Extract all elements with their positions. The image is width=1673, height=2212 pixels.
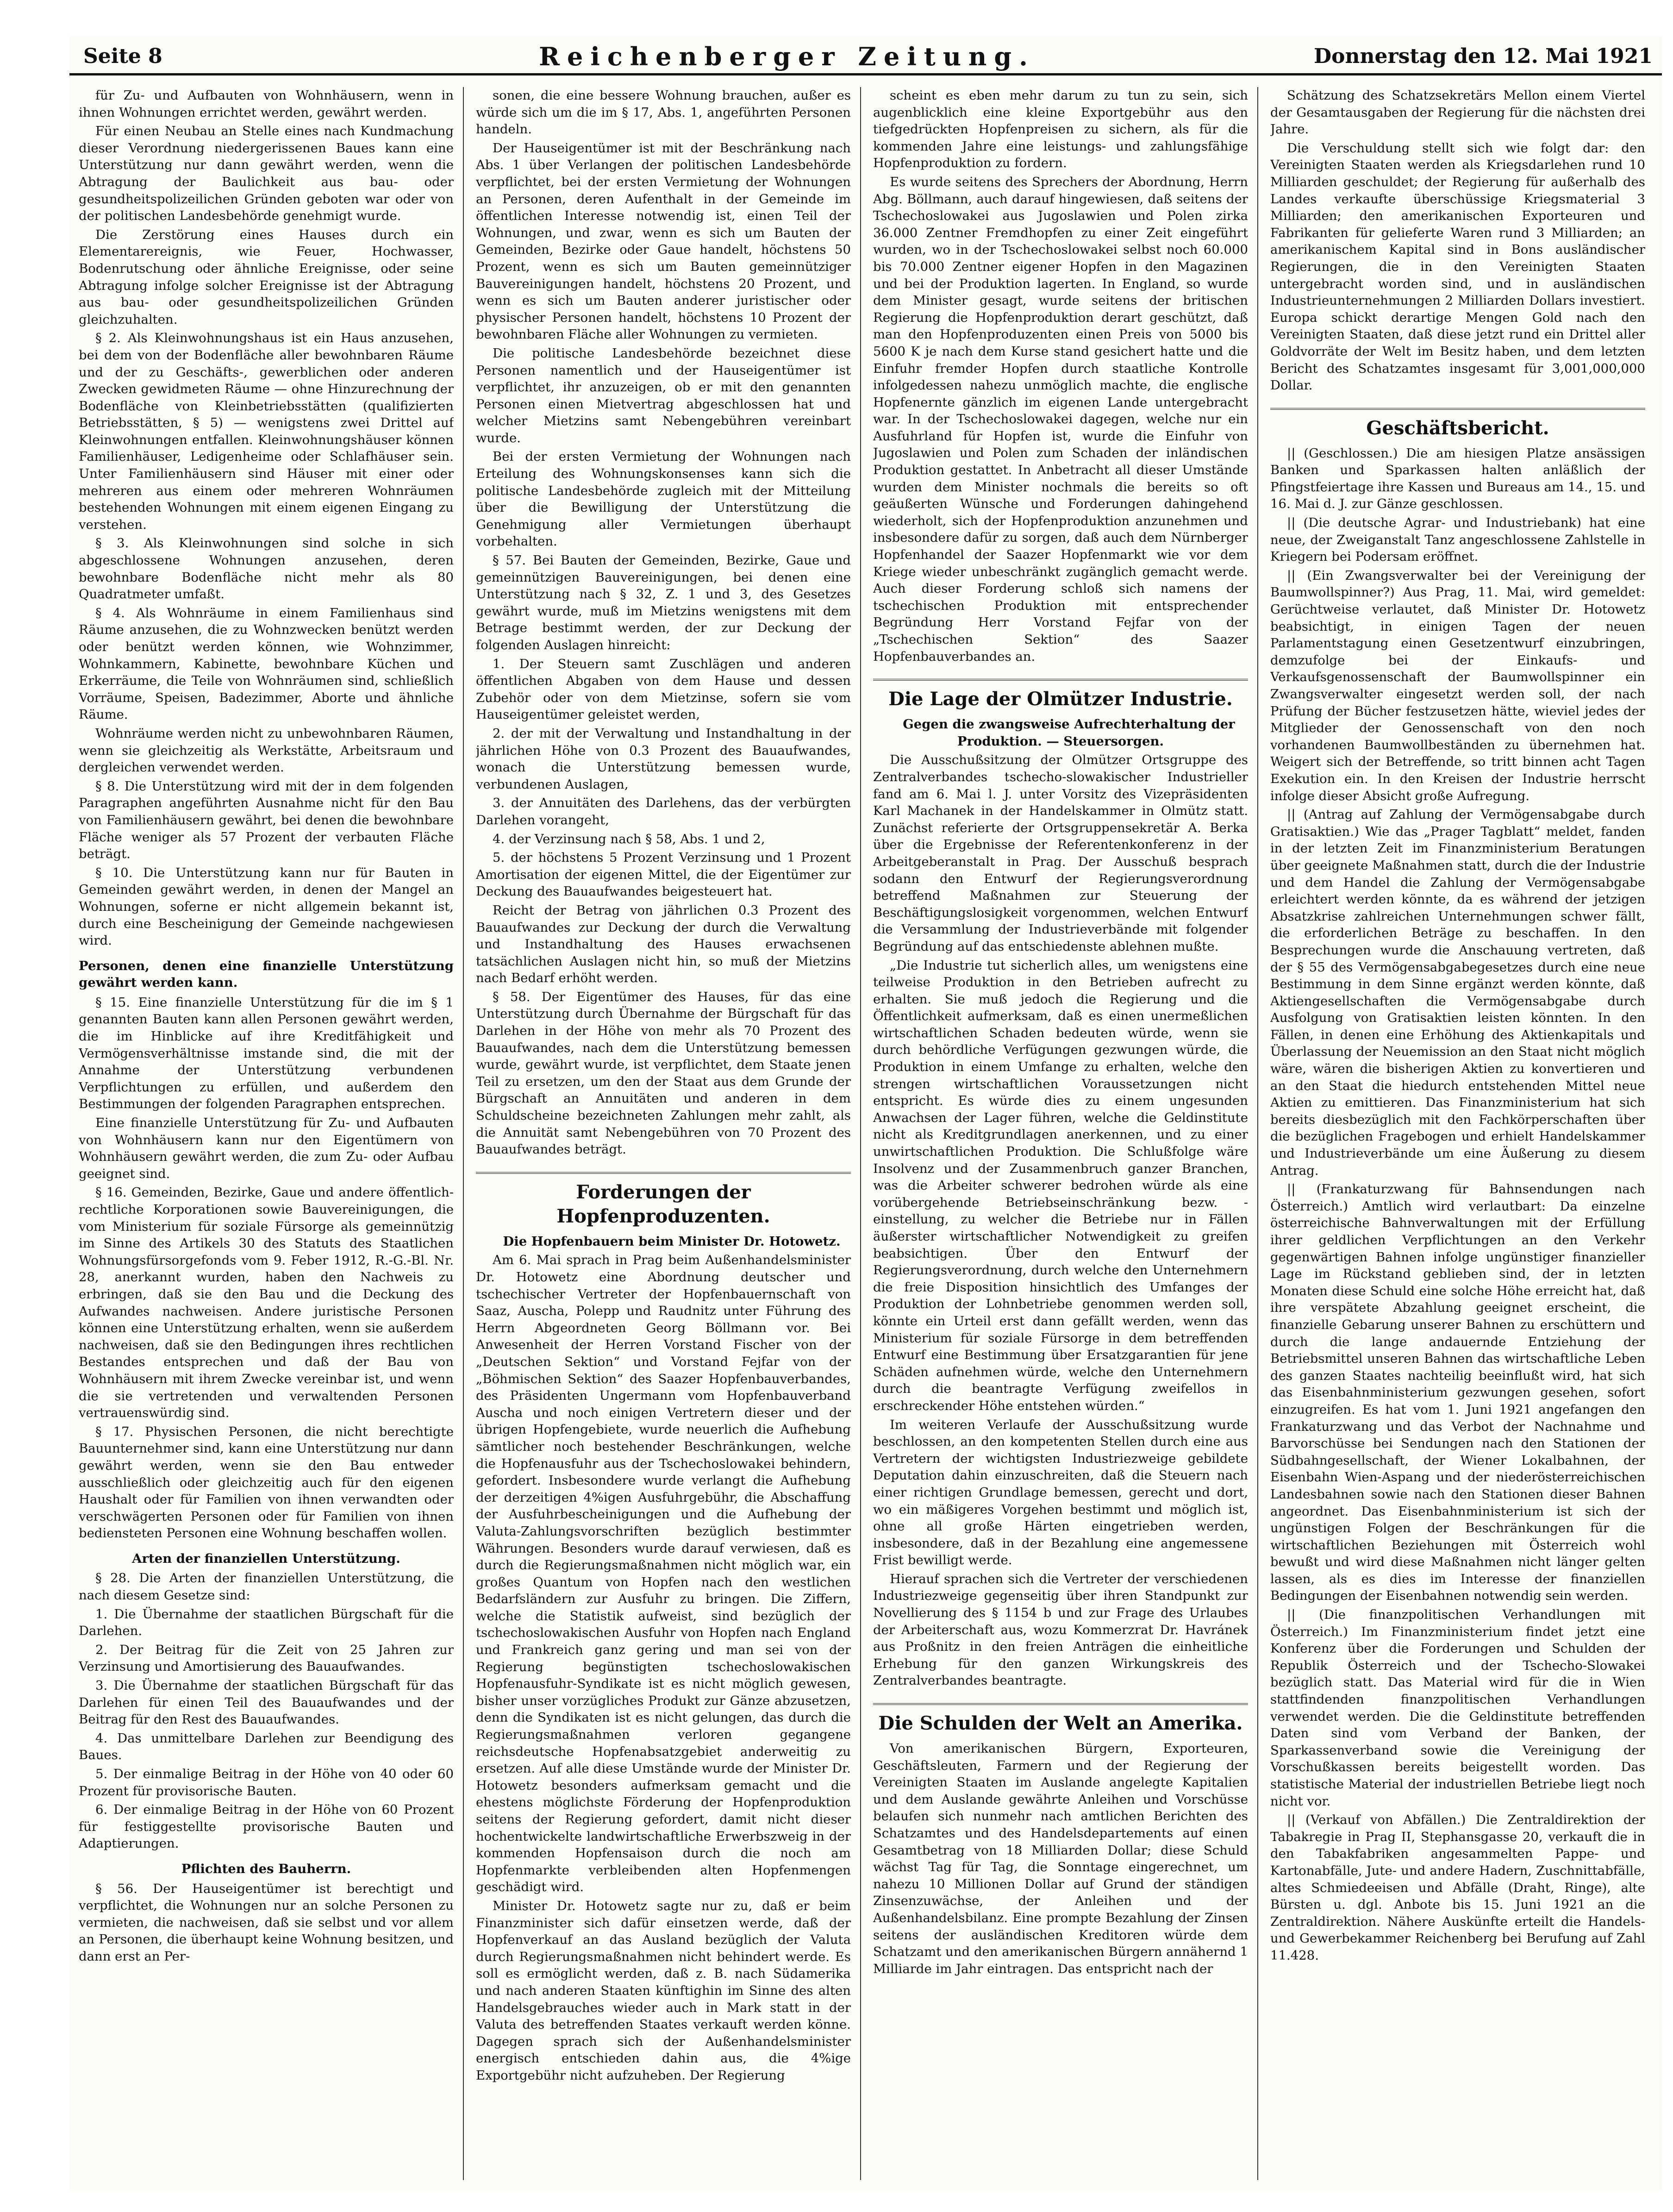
paragraph: || (Verkauf von Abfällen.) Die Zentraldirektion der Tabakregie in Prag II, Stephansgasse 20, verkauft die in den Tabakfabriken angesammelten Pappe- und Kartonabfälle, Jute- und andere Hadern, Zuschnittabfälle, altes Schmiedeeisen und Abfälle (Draht, Ringe), alte Bürsten u. dgl. Anbote bis 15. Juni 1921 an die Zentraldirektion. Nähere Auskünfte erteilt die Handels- und Gewerbekammer Reichenberg bei Berufung auf Zahl 11.428.	[1270, 1812, 1645, 1963]
paragraph: „Die Industrie tut sicherlich alles, um wenigstens eine teilweise Produktion in den Betrieben aufrecht zu erhalten. Sie muß jedoch die Regierung und die Öffentlichkeit aufmerksam, daß es einen unermeßlichen wirtschaftlichen Schaden bedeuten würde, wenn sie durch behördliche Verfügungen gezwungen würde, die Produktion in einem Umfange zu erhalten, welche den strengen wirtschaftlichen Voraussetzungen nicht entspricht. Es würde dies zu einem ungesunden Anwachsen der Lager führen, welche die Geldinstitute nicht als Kreditgrundlagen anerkennen, und zu einer unwirtschaftlichen Produktion. Die Schlußfolge wäre Insolvenz und der Zusammenbruch ganzer Branchen, was die Arbeiter schwerer bedrohen würde als eine vorübergehende Betriebseinschränkung bezw. -einstellung, zu welcher die Betriebe nur in Fällen äußerster wirtschaftlicher Notwendigkeit zu greifen beabsichtigen. Über den Entwurf der Regierungsverordnung, durch welche den Unternehmern die freie Disposition hinsichtlich des Umfanges der Produktion der Lohnbetriebe genommen werden soll, könnte ein Urteil erst dann gefällt werden, wenn das Ministerium für soziale Fürsorge in dem betreffenden Entwurf eine Bestimmung über Ersatzgarantien für jene Schäden aufnehmen würde, welche den Unternehmern durch die beantragte Verfügung zweifellos in erschreckender Höhe entstehen würden.“	[873, 958, 1248, 1413]
paragraph: || (Die finanzpolitischen Verhandlungen mit Österreich.) Im Finanzministerium findet jetzt eine Konferenz über die Forderungen und Schulden der Republik Österreich und der Tschecho-Slowakei bezüglich statt. Das Material wird für die in Wien stattfindenden finanzpolitischen Verhandlungen verwendet werden. Die die Geldinstitute betreffenden Daten sind vom Verband der Banken, der Sparkassenverband sowie die Vereinigung der Vorschußkassen bereits beigestellt worden. Das statistische Material der industriellen Betriebe liegt noch nicht vor.	[1270, 1607, 1645, 1809]
paragraph: § 17. Physischen Personen, die nicht berechtigte Bauunternehmer sind, kann eine Unterstützung nur dann gewährt werden, wenn sie den Bau entweder ausschließlich oder gleichzeitig auch für den eigenen Haushalt oder für Familien von ihnen verwandten oder verschwägerten Personen oder für Familien von ihnen bediensteten Personen eine Wohnung beschaffen wollen.	[79, 1424, 454, 1541]
paragraph: Die Ausschußsitzung der Olmützer Ortsgruppe des Zentralverbandes tschecho-slowakischer Industrieller fand am 6. Mai l. J. unter Vorsitz des Vizepräsidenten Karl Machanek in der Handelskammer in Olmütz statt. Zunächst referierte der Ortsgruppensekretär A. Berka über die Ergebnisse der Referentenkonferenz in der Arbeitgeberanstalt in Prag. Der Ausschuß besprach sodann den Entwurf der Regierungsverordnung betreffend Maßnahmen zur Steuerung der Beschäftigungslosigkeit vorgenommen, welchen Entwurf die Versammlung der Industrieverbände mit folgender Begründung auf das entschiedenste ablehnen mußte.	[873, 752, 1248, 954]
section-heading: Arten der finanziellen Unterstützung.	[132, 1551, 400, 1566]
masthead	[69, 36, 1662, 75]
paragraph: § 8. Die Unterstützung wird mit der in dem folgenden Paragraphen angeführten Ausnahme nicht für den Bau von Familienhäusern gewährt, bei denen die bewohnbare Fläche weniger als 57 Prozent der verbauten Fläche beträgt.	[79, 778, 454, 862]
paragraph: § 15. Eine finanzielle Unterstützung für die im § 1 genannten Bauten kann allen Personen gewährt werden, die im Hinblicke auf ihre Kreditfähigkeit und Vermögensverhältnisse imstande sind, die mit der Annahme der Unterstützung verbundenen Verpflichtungen zu erfüllen, und außerdem den Bestimmungen der folgenden Paragraphen entsprechen.	[79, 995, 454, 1112]
paragraph: 5. der höchstens 5 Prozent Verzinsung und 1 Prozent Amortisation der eigenen Mittel, die der Eigentümer zur Deckung des Bauaufwandes beigesteuert hat.	[476, 850, 851, 899]
paragraph: § 58. Der Eigentümer des Hauses, für das eine Unterstützung durch Übernahme der Bürgschaft für das Darlehen in der Höhe von mehr als 70 Prozent des Bauaufwandes, nach dem die Unterstützung bemessen wurde, gewährt wurde, ist verpflichtet, dem Staate jenen Teil zu ersetzen, um den der Staat aus dem Grunde der Bürgschaft an Annuitäten und anderen in dem Schuldscheine bezeichneten Zahlungen mehr zahlt, als die Annuität samt Nebengebühren von 70 Prozent des Bauaufwandes beträgt.	[476, 989, 851, 1157]
paragraph: Eine finanzielle Unterstützung für Zu- und Aufbauten von Wohnhäusern kann nur den Eigentümern von Wohnhäusern gewährt werden, die zum Zu- oder Aufbau geeignet sind.	[79, 1115, 454, 1181]
paragraph: Minister Dr. Hotowetz sagte nur zu, daß er beim Finanzminister sich dafür einsetzen werde, daß der Hopfenverkauf an das Ausland bezüglich der Valuta durch Regierungsmaßnahmen nicht behindert werde. Es soll es ermöglicht werden, daß z. B. nach Südamerika und nach anderen Staaten künftighin im Sinne des alten Handelsgebrauches wieder auch in Mark statt in der Valuta des betreffenden Staates verkauft werden könne. Dagegen sprach sich der Außenhandelsminister energisch entschieden dahin aus, die 4%ige Exportgebühr nicht aufzuheben. Der Regierung	[476, 1898, 851, 2083]
paragraph: 5. Der einmalige Beitrag in der Höhe von 40 oder 60 Prozent für provisorische Bauten.	[79, 1767, 454, 1798]
paragraph: || (Die deutsche Agrar- und Industriebank) hat eine neue, der Zweiganstalt Tanz angeschlossene Zahlstelle in Kriegern bei Podersam eröffnet.	[1270, 515, 1645, 564]
paragraph: 3. Die Übernahme der staatlichen Bürgschaft für das Darlehen für einen Teil des Bauaufwandes und der Beitrag für den Rest des Bauaufwandes.	[79, 1678, 454, 1727]
column-1	[79, 87, 454, 2180]
paragraph: Hierauf sprachen sich die Vertreter der verschiedenen Industriezweige gegenseitig über ihren Standpunkt zur Novellierung des § 1154 b und zur Frage des Urlaubes der Arbeiterschaft aus, wozu Kommerzrat Dr. Havránek aus Proßnitz in den freien Anträgen die einheitliche Erhebung für den ganzen Wirkungskreis des Zentralverbandes beantragte.	[873, 1571, 1248, 1688]
paragraph: § 56. Der Hauseigentümer ist berechtigt und verpflichtet, die Wohnungen nur an solche Personen zu vermieten, die nachweisen, daß sie selbst und vor allem an Personen, die überhaupt keine Wohnung besitzen, und dann erst an Per-	[79, 1881, 454, 1964]
paragraph: § 10. Die Unterstützung kann nur für Bauten in Gemeinden gewährt werden, in denen der Mangel an Wohnungen, soferne er nicht allgemein bekannt ist, durch eine Bescheinigung der Gemeinde nachgewiesen wird.	[79, 865, 454, 948]
paragraph: Für einen Neubau an Stelle eines nach Kundmachung dieser Verordnung niedergerissenen Baues kann eine Unterstützung nur dann gewährt werden, wenn die Abtragung der Baulichkeit aus bau- oder gesundheitspolizeilichen Gründen geboten war oder von der politischen Landesbehörde genehmigt wurde.	[79, 124, 454, 224]
paragraph: für Zu- und Aufbauten von Wohnhäusern, wenn in ihnen Wohnungen errichtet werden, gewährt werden.	[79, 88, 454, 120]
paragraph: Wohnräume werden nicht zu unbewohnbaren Räumen, wenn sie gleichzeitig als Werkstätte, Arbeitsraum und dergleichen verwendet werden.	[79, 726, 454, 775]
article-heading: Die Lage der Olmützer Industrie.	[873, 679, 1248, 711]
paragraph: § 57. Bei Bauten der Gemeinden, Bezirke, Gaue und gemeinnützigen Bauvereinigungen, bei denen eine Unterstützung nach § 32, Z. 1 und 3, des Gesetzes gewährt wurde, muß im Mietzins wenigstens mit dem Betrage bestimmt werden, der zur Deckung der folgenden Auslagen hinreicht:	[476, 553, 851, 652]
article-subheading: Gegen die zwangsweise Aufrechterhaltung der Produktion. — Steuersorgen.	[903, 717, 1235, 749]
column-divider	[860, 87, 861, 2180]
paragraph: § 3. Als Kleinwohnungen sind solche in sich abgeschlossene Wohnungen anzusehen, deren bewohnbare Bodenfläche nicht mehr als 80 Quadratmeter umfaßt.	[79, 536, 454, 602]
paragraph: scheint es eben mehr darum zu tun zu sein, sich augenblicklich eine kleine Exportgebühr aus den tiefgedrückten Hopfenpreisen zu sichern, als für die kommenden Jahre eine leistungs- und zahlungsfähige Hopfenproduktion zu fordern.	[873, 88, 1248, 171]
paragraph: sonen, die eine bessere Wohnung brauchen, außer es würde sich um die im § 17, Abs. 1, angeführten Personen handeln.	[476, 88, 851, 137]
paragraph: § 4. Als Wohnräume in einem Familienhaus sind Räume anzusehen, die zu Wohnzwecken benützt werden oder benützt werden können, wie Wohnzimmer, Wohnkammern, Kabinette, bewohnbare Küchen und Erkerräume, die Teile von Wohnräumen sind, schließlich Vorräume, Speisen, Badezimmer, Aborte und ähnliche Räume.	[79, 605, 454, 722]
column-4	[1270, 87, 1645, 2180]
paragraph: Die Zerstörung eines Hauses durch ein Elementarereignis, wie Feuer, Hochwasser, Bodenrutschung oder ähnliche Ereignisse, oder seine Abtragung infolge solcher Ereignisse ist der Abtragung aus bau- oder gesundheitspolizeilichen Gründen gleichzuhalten.	[79, 227, 454, 327]
page-label: Seite 8	[83, 44, 162, 68]
paragraph: 2. der mit der Verwaltung und Instandhaltung in der jährlichen Höhe von 0.3 Prozent des Bauaufwandes, wonach die Unterstützung bemessen wurde, verbundenen Auslagen,	[476, 726, 851, 792]
paragraph: Die Verschuldung stellt sich wie folgt dar: den Vereinigten Staaten werden als Kriegsdarlehen rund 10 Milliarden geschuldet; der Regierung für außerhalb des Landes verkaufte überschüssige Kriegsmaterial 3 Milliarden; den amerikanischen Exporteuren und Fabrikanten für gelieferte Waren rund 3 Milliarden; an amerikanischem Kapital sind in Bons ausländischer Regierungen, die in den Vereinigten Staaten untergebracht worden sind, und in ausländischen Industrieunternehmungen 2 Milliarden Dollars investiert. Europa schickt derartige Mengen Gold nach den Vereinigten Staaten, daß diese jetzt rund ein Drittel aller Goldvorräte der Welt im Besitz haben, und dem letzten Bericht des Schatzamtes insgesamt für 3,001,000,000 Dollar.	[1270, 140, 1645, 393]
issue-date: Donnerstag den 12. Mai 1921	[1314, 44, 1653, 68]
paragraph: Reicht der Betrag von jährlichen 0.3 Prozent des Bauaufwandes zur Deckung der durch die Verwaltung und Instandhaltung des Hauses erwachsenen tatsächlichen Auslagen nicht hin, so muß der Mietzins nach Bedarf erhöht werden.	[476, 902, 851, 986]
column-divider	[463, 87, 464, 2180]
paragraph: 3. der Annuitäten des Darlehens, das der verbürgten Darlehen vorangeht,	[476, 796, 851, 827]
section-heading: Personen, denen eine finanzielle Unterstützung gewährt werden kann.	[79, 958, 454, 990]
paragraph: § 16. Gemeinden, Bezirke, Gaue und andere öffentlich-rechtliche Korporationen sowie Bauvereinigungen, die vom Ministerium für soziale Fürsorge als gemeinnützig im Sinne des Artikels 30 des Statuts des Staatlichen Wohnungsfürsorgefonds vom 9. Feber 1912, R.-G.-Bl. Nr. 28, anerkannt wurden, haben den Nachweis zu erbringen, daß sie den Bau und die Deckung des Aufwandes nachweisen. Andere juristische Personen können eine Unterstützung erhalten, wenn sie außerdem nachweisen, daß sie den Bedingungen ihres rechtlichen Bestandes entsprechen und daß der Bau von Wohnhäusern mit ihrem Zwecke vereinbar ist, und wenn die sie vertretenden und verwaltenden Personen vertrauenswürdig sind.	[79, 1185, 454, 1421]
paragraph: Am 6. Mai sprach in Prag beim Außenhandelsminister Dr. Hotowetz eine Abordnung deutscher und tschechischer Vertreter der Hopfenbauernschaft von Saaz, Auscha, Polepp und Raudnitz unter Führung des Herrn Abgeordneten Georg Böllmann vor. Bei Anwesenheit der Herren Vorstand Fischer von der „Deutschen Sektion“ und Vorstand Fejfar von der „Böhmischen Sektion“ des Saazer Hopfenbauverbandes, des Präsidenten Ungermann vom Hopfenbauverband Auscha und noch einigen Vertretern dieser und der übrigen Hopfengebiete, wurde neuerlich die Aufhebung sämtlicher noch bestehender Beschränkungen, welche die Hopfenausfuhr aus der Tschechoslowakei behindern, gefordert. Insbesondere wurde verlangt die Aufhebung der derzeitigen 4%igen Ausfuhrgebühr, die Abschaffung der Ausfuhrbescheinigungen und die Aufhebung der Valuta-Zahlungsvorschriften bezüglich bestimmter Währungen. Besonders wurde darauf verwiesen, daß es durch die Regierungsmaßnahmen nicht möglich war, ein großes Quantum von Hopfen nach den westlichen Bedarfsländern zur Ausfuhr zu bringen. Die Ziffern, welche die Statistik aufweist, sind bezüglich der tschechoslowakischen Ausfuhr von Hopfen nach England und Frankreich ganz gering und man sei von der Regierung begünstigten tschechoslowakischen Hopfenausfuhr-Syndikate ist es nicht möglich gewesen, bisher unser vorzügliches Produkt zur Gänze abzusetzen, denn die Syndikaten ist es nicht gelungen, das durch die Regierungsmaßnahmen verloren gegangene reichsdeutsche Hopfenabsatzgebiet anderweitig zu ersetzen. Auf alle diese Umstände wurde der Minister Dr. Hotowetz besonders aufmerksam gemacht und die ehestens möglichste Förderung der Hopfenproduktion seitens der Regierung gefordert, damit nicht dieser hochentwickelte landwirtschaftliche Erwerbszweig in der kommenden Hopfensaison durch die noch am Hopfenmarkte verbleibenden alten Hopfenmengen geschädigt wird.	[476, 1253, 851, 1895]
paragraph: || (Ein Zwangsverwalter bei der Vereinigung der Baumwollspinner?) Aus Prag, 11. Mai, wird gemeldet: Gerüchtweise verlautet, daß Minister Dr. Hotowetz beabsichtigt, in einigen Tagen der neuen Parlamentstagung einen Gesetzentwurf einzubringen, demzufolge bei der Einkaufs- und Verkaufsgenossenschaft der Baumwollspinner ein Zwangsverwalter eingesetzt werden soll, der nach Prüfung der Bücher festzusetzen hätte, wieviel jedes der Mitglieder der Genossenschaft von den noch vorhandenen Baumwollbeständen zu übernehmen hat. Weigert sich der Betreffende, so tritt binnen acht Tagen Exekution ein. In den Kreisen der Industrie herrscht infolge dieser Absicht große Aufregung.	[1270, 568, 1645, 803]
paragraph: 2. Der Beitrag für die Zeit von 25 Jahren zur Verzinsung und Amortisierung des Bauaufwandes.	[79, 1642, 454, 1674]
paragraph: Schätzung des Schatzsekretärs Mellon einem Viertel der Gesamtausgaben der Regierung für die nächsten drei Jahre.	[1270, 88, 1645, 137]
article-heading: Geschäftsbericht.	[1270, 408, 1645, 440]
paragraph: 4. der Verzinsung nach § 58, Abs. 1 und 2,	[493, 831, 765, 846]
column-3	[873, 87, 1248, 2180]
column-2	[476, 87, 851, 2180]
paragraph: Die politische Landesbehörde bezeichnet diese Personen namentlich und der Hauseigentümer ist verpflichtet, ihr anzuzeigen, ob er mit den genannten Personen einen Mietvertrag abgeschlossen hat und welcher Mietzins samt Nebengebühren vereinbart wurde.	[476, 345, 851, 445]
paragraph: Es wurde seitens des Sprechers der Abordnung, Herrn Abg. Böllmann, auch darauf hingewiesen, daß seitens der Tschechoslowakei aus Jugoslawien und Polen zirka 36.000 Zentner Fremdhopfen zu einer Zeit eingeführt wurden, wo in der Tschechoslowakei selbst noch 60.000 bis 70.000 Zentner eigener Hopfen in den Magazinen und bei der Produktion lagerten. In England, so wurde dem Minister gesagt, wurde seitens der britischen Regierung die Hopfenproduktion derart geschützt, daß man den Hopfenproduzenten einen Preis von 5000 bis 5600 K je nach dem Kurse stand gesichert hatte und die Einfuhr fremder Hopfen durch staatliche Kontrolle infolgedessen nahezu unmöglich machte, die englische Hopfenernte gänzlich im eigenen Lande untergebracht war. In der Tschechoslowakei dagegen, welche nur ein Ausfuhrland für Hopfen ist, wurde die Einfuhr von Jugoslawien und Polen zum Schaden der inländischen Produktion gestattet. In Anbetracht all dieser Umstände wurden dem Minister nochmals die bereits so oft geäußerten Wünsche und Forderungen dahingehend wiederholt, sich der Hopfenproduktion anzunehmen und insbesondere dafür zu sorgen, daß auch dem Nürnberger Hopfenhandel der Saazer Hopfenmarkt wie vor dem Kriege wieder unbeschränkt zugänglich gemacht werde. Auch dieser Forderung schloß sich namens der tschechischen Produktion mit entsprechender Begründung Herr Vorstand Fejfar von der „Tschechischen Sektion“ des Saazer Hopfenbauverbandes an.	[873, 174, 1248, 664]
column-divider	[1257, 87, 1258, 2180]
paragraph: § 28. Die Arten der finanziellen Unterstützung, die nach diesem Gesetze sind:	[79, 1571, 454, 1603]
article-subheading: Die Hopfenbauern beim Minister Dr. Hotowetz.	[503, 1234, 841, 1249]
paragraph: Im weiteren Verlaufe der Ausschußsitzung wurde beschlossen, an den kompetenten Stellen durch eine aus Vertretern der wichtigsten Industriezweige gebildete Deputation dahin einzuschreiten, daß die Steuern nach einer richtigen Grundlage bemessen, gerecht und dort, wo ein mäßigeres Vorgehen bestimmt und möglich ist, ohne all große Härten eingetrieben werden, insbesondere, daß in der Bezahlung eine angemessene Frist bewilligt werde.	[873, 1417, 1248, 1568]
paragraph: 1. Die Übernahme der staatlichen Bürgschaft für die Darlehen.	[79, 1606, 454, 1639]
newspaper-page	[69, 36, 1662, 2192]
article-heading: Forderungen der Hopfenproduzenten.	[476, 1172, 851, 1228]
paragraph: 1. Der Steuern samt Zuschlägen und anderen öffentlichen Abgaben von dem Hause und dessen Zubehör oder von dem Mietzinse, sofern sie vom Hauseigentümer geleistet werden,	[476, 656, 851, 722]
paragraph: Der Hauseigentümer ist mit der Beschränkung nach Abs. 1 über Verlangen der politischen Landesbehörde verpflichtet, bei der ersten Vermietung der Wohnungen an Personen, deren Aufenthalt in der Gemeinde im öffentlichen Interesse notwendig ist, einen Teil der Wohnungen, und zwar, wenn es sich um Bauten der Gemeinden, Bezirke oder Gaue handelt, höchstens 50 Prozent, wenn es sich um Bauten gemeinnütziger Bauvereinigungen handelt, höchstens 20 Prozent, und wenn es sich um Bauten anderer juristischer oder physischer Personen handelt, höchstens 10 Prozent der bewohnbaren Fläche aller Wohnungen zu vermieten.	[476, 140, 851, 342]
paragraph: 6. Der einmalige Beitrag in der Höhe von 60 Prozent für festiggestellte provisorische Bauten und Adaptierungen.	[79, 1802, 454, 1851]
paragraph: § 2. Als Kleinwohnungshaus ist ein Haus anzusehen, bei dem von der Bodenfläche aller bewohnbaren Räume und der zu Geschäfts-, gewerblichen oder anderen Zwecken gewidmeten Räume — ohne Hinzurechnung der Bodenfläche von Kleinbetriebsstätten (qualifizierten Betriebsstätten, § 5) — wenigstens zwei Drittel auf Kleinwohnungen entfallen. Kleinwohnungshäuser können Familienhäuser, Ledigenheime oder Schlafhäuser sein. Unter Familienhäusern sind Häuser mit einer oder mehreren aus einem oder mehreren Wohnräumen bestehenden Wohnungen mit einem eigenen Eingang zu verstehen.	[79, 331, 454, 532]
section-heading: Pflichten des Bauherrn.	[181, 1861, 351, 1876]
paragraph: Bei der ersten Vermietung der Wohnungen nach Erteilung des Wohnungskonsenses kann sich die politische Landesbehörde zugleich mit der Mitteilung über die Bewilligung der Unterstützung die Genehmigung aller Vermietungen überhaupt vorbehalten.	[476, 449, 851, 549]
paragraph: || (Geschlossen.) Die am hiesigen Platze ansässigen Banken und Sparkassen halten anläßlich der Pfingstfeiertage ihre Kassen und Bureaus am 14., 15. und 16. Mai d. J. zur Gänze geschlossen.	[1270, 445, 1645, 512]
paragraph: || (Antrag auf Zahlung der Vermögensabgabe durch Gratisaktien.) Wie das „Prager Tagblatt“ meldet, fanden in der letzten Zeit im Finanzministerium Beratungen über geeignete Maßnahmen statt, durch die der Industrie und dem Handel die Zahlung der Vermögensabgabe erleichtert werden könnte, da es während der jetzigen Absatzkrise zahlreichen Unternehmungen schwer fällt, die erforderlichen Beträge zu beschaffen. In den Besprechungen wurde die Anschauung vertreten, daß der § 55 des Vermögensabgabegesetzes durch eine neue Bestimmung in dem Sinne ergänzt werden könnte, daß Aktiengesellschaften die Vermögensabgabe durch Ausfolgung von Gratisaktien leisten könnten. In den Fällen, in denen eine Erhöhung des Aktienkapitals und Überlassung der Neuemission an den Staat nicht möglich wäre, wären die bisherigen Aktien zu konvertieren und an den Staat die hiedurch entstehenden Mittel neue Aktien zu emittieren. Das Finanzministerium hat sich bereits diesbezüglich mit den Fachkörperschaften über die bezüglichen Fragebogen und erhielt Handelskammer und Industrieverbände um eine Äußerung zu diesem Antrag.	[1270, 807, 1645, 1178]
article-heading: Die Schulden der Welt an Amerika.	[873, 1703, 1248, 1736]
paragraph: || (Frankaturzwang für Bahnsendungen nach Österreich.) Amtlich wird verlautbart: Da einzelne österreichische Bahnverwaltungen mit der Erfüllung ihrer geldlichen Verpflichtungen an den Verkehr gegenwärtigen Bahnen infolge ungünstiger finanzieller Lage im Rückstand geblieben sind, der in letzten Monaten diese Schuld eine solche Höhe erreicht hat, daß ihre verspätete Abzahlung geeignet erscheint, die finanzielle Gebarung unserer Bahnen zu erschüttern und durch die lange andauernde Entziehung der Betriebsmittel unseren Bahnen das wirtschaftliche Leben des ganzen Staates nachteilig beeinflußt wird, hat sich das Eisenbahnministerium gezwungen gesehen, sofort einzugreifen. Es hat vom 1. Juni 1921 angefangen den Frankaturzwang und das Verbot der Nachnahme und Barvorschüsse bei Sendungen nach den Stationen der Südbahngesellschaft, der Wiener Lokalbahnen, der Eisenbahn Wien-Aspang und der niederösterreichischen Landesbahnen sowie nach den Stationen dieser Bahnen angeordnet. Das Eisenbahnministerium ist sich der ungünstigen Folgen der Beschränkungen für die wirtschaftlichen Beziehungen mit Österreich wohl bewußt und wird diese Maßnahmen nicht länger gelten lassen, als es dies im Interesse der finanziellen Bedingungen der Eisenbahnen notwendig sein werden.	[1270, 1182, 1645, 1604]
paragraph: 4. Das unmittelbare Darlehen zur Beendigung des Baues.	[79, 1730, 454, 1763]
newspaper-title: Reichenberger Zeitung.	[539, 42, 1035, 71]
paragraph: Von amerikanischen Bürgern, Exporteuren, Geschäftsleuten, Farmern und der Regierung der Vereinigten Staaten im Auslande angelegte Kapitalien und dem Auslande gewährte Anleihen und Vorschüsse belaufen sich nunmehr nach amtlichen Berichten des Schatzamtes und des Handelsdepartements auf einen Gesamtbetrag von 18 Milliarden Dollar; diese Schuld wächst Tag für Tag, die Sonntage eingerechnet, um nahezu 10 Millionen Dollar auf Grund der ständigen Zinsenzuwächse, der Anleihen und der Außenhandelsbilanz. Eine prompte Bezahlung der Zinsen seitens der ausländischen Kreditoren würde dem Schatzamt und den amerikanischen Bürgern annähernd 1 Milliarde im Jahr eintragen. Das entspricht nach der	[873, 1741, 1248, 1976]
